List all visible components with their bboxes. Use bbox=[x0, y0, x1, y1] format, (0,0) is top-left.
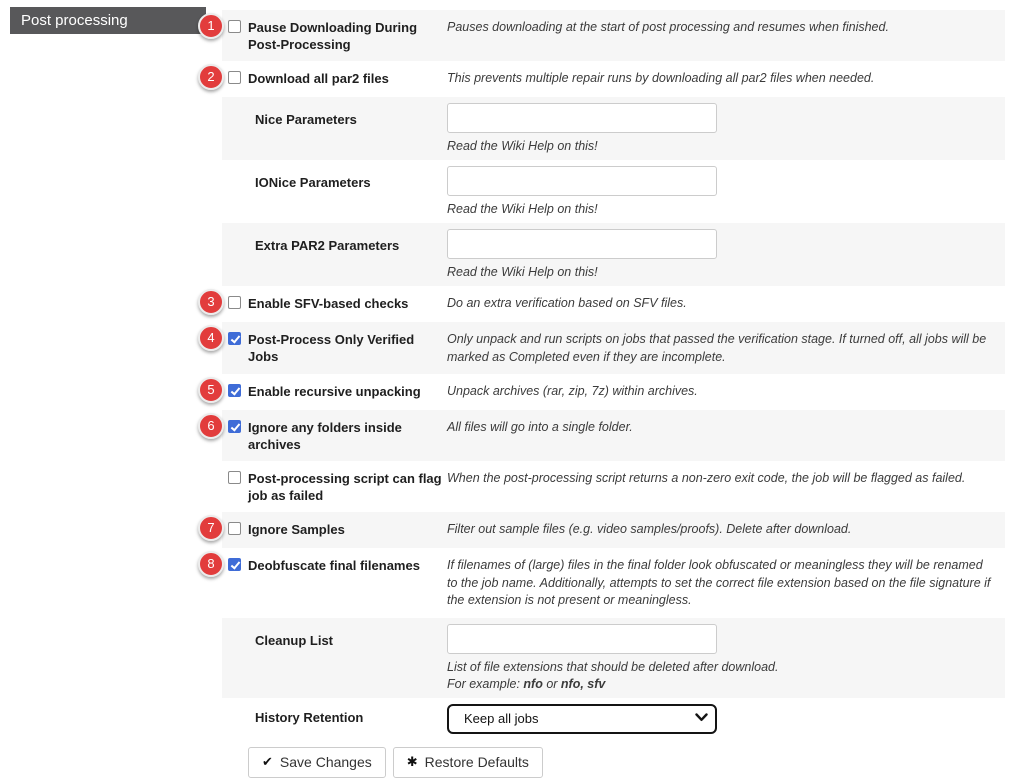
setting-row bbox=[207, 10, 1005, 61]
setting-row bbox=[207, 410, 1005, 461]
select-wrapper bbox=[447, 704, 717, 734]
setting-label: Download all par2 files bbox=[248, 71, 389, 86]
setting-row bbox=[222, 97, 1005, 160]
setting-description: When the post-processing script returns a non-zero exit code, the job will be flagged as failed. bbox=[447, 471, 966, 485]
setting-label: History Retention bbox=[255, 709, 364, 725]
setting-description: This prevents multiple repair runs by downloading all par2 files when needed. bbox=[447, 71, 875, 85]
checkbox-column bbox=[228, 330, 248, 350]
field-column bbox=[447, 624, 987, 692]
setting-row bbox=[222, 160, 1005, 223]
text-input-field[interactable] bbox=[447, 103, 717, 133]
setting-label: Ignore any folders inside archives bbox=[248, 420, 402, 452]
checkbox-column bbox=[228, 294, 248, 314]
unchecked-checkbox[interactable] bbox=[228, 522, 241, 535]
help-text-segment: Read the Wiki Help on this! bbox=[447, 202, 598, 216]
unchecked-checkbox[interactable] bbox=[228, 471, 241, 484]
setting-description: Filter out sample files (e.g. video samples/proofs). Delete after download. bbox=[447, 522, 852, 536]
setting-label: Deobfuscate final filenames bbox=[248, 558, 420, 573]
asterisk-icon: ✱ bbox=[406, 754, 418, 769]
field-column bbox=[447, 103, 987, 154]
help-text-segment: List of file extensions that should be deleted after download. bbox=[447, 659, 779, 674]
text-input-field[interactable] bbox=[447, 166, 717, 196]
history-retention-select[interactable] bbox=[447, 704, 717, 734]
checked-checkbox[interactable] bbox=[228, 420, 241, 433]
field-help-text bbox=[447, 201, 987, 217]
step-badge: 7 bbox=[198, 515, 224, 541]
step-badge: 8 bbox=[198, 551, 224, 577]
checkbox-column bbox=[228, 382, 248, 402]
help-text-segment: Read the Wiki Help on this! bbox=[447, 139, 598, 153]
setting-description: Only unpack and run scripts on jobs that passed the verification stage. If turned off, all jobs will be marked as Completed even if they are incomplete. bbox=[447, 332, 987, 364]
help-text-segment: or bbox=[542, 676, 561, 691]
text-input-field[interactable] bbox=[447, 229, 717, 259]
setting-label: Cleanup List bbox=[255, 632, 334, 648]
field-column bbox=[447, 166, 987, 217]
setting-description: Unpack archives (rar, zip, 7z) within archives. bbox=[447, 384, 698, 398]
setting-label: Enable SFV-based checks bbox=[248, 296, 409, 311]
setting-label: Pause Downloading During Post-Processing bbox=[248, 20, 418, 52]
step-badge: 5 bbox=[198, 377, 224, 403]
checked-checkbox[interactable] bbox=[228, 558, 241, 571]
help-text-segment: nfo bbox=[523, 676, 543, 691]
setting-row bbox=[207, 286, 1005, 322]
setting-label: Nice Parameters bbox=[255, 112, 357, 127]
step-badge: 3 bbox=[198, 289, 224, 315]
field-column bbox=[447, 701, 987, 734]
checkbox-column bbox=[228, 69, 248, 89]
unchecked-checkbox[interactable] bbox=[228, 296, 241, 309]
checkbox-column bbox=[228, 520, 248, 540]
setting-description: If filenames of (large) files in the final folder look obfuscated or meaningless they will be renamed to the job name. Additionally, attempts to set the correct file extension based on the file signature if the extension is not present or meaningless. bbox=[447, 558, 991, 607]
help-text-segment: nfo, sfv bbox=[560, 676, 606, 691]
field-help-text bbox=[447, 676, 987, 692]
setting-row bbox=[207, 322, 1005, 374]
checked-checkbox[interactable] bbox=[228, 332, 241, 345]
text-input-field[interactable] bbox=[447, 624, 717, 654]
help-text-segment: Read the Wiki Help on this! bbox=[447, 265, 598, 279]
setting-description: All files will go into a single folder. bbox=[447, 420, 633, 434]
setting-label: Ignore Samples bbox=[248, 522, 345, 537]
setting-label: Post-processing script can flag job as failed bbox=[248, 471, 442, 503]
field-help-text bbox=[447, 264, 987, 280]
field-help-text bbox=[447, 138, 987, 154]
setting-description: Pauses downloading at the start of post processing and resumes when finished. bbox=[447, 20, 889, 34]
save-changes-label: Save Changes bbox=[279, 754, 372, 770]
setting-row bbox=[207, 512, 1005, 548]
unchecked-checkbox[interactable] bbox=[228, 71, 241, 84]
setting-row bbox=[207, 548, 1005, 618]
checkbox-column bbox=[228, 556, 248, 576]
step-badge: 1 bbox=[198, 13, 224, 39]
setting-label: IONice Parameters bbox=[255, 175, 371, 190]
step-badge: 2 bbox=[198, 64, 224, 90]
setting-row bbox=[222, 618, 1005, 698]
check-icon: ✔ bbox=[262, 754, 273, 769]
setting-description: Do an extra verification based on SFV files. bbox=[447, 296, 687, 310]
restore-defaults-label: Restore Defaults bbox=[424, 754, 529, 770]
setting-row bbox=[207, 61, 1005, 97]
setting-label: Extra PAR2 Parameters bbox=[255, 238, 400, 253]
checked-checkbox[interactable] bbox=[228, 384, 241, 397]
setting-row bbox=[207, 374, 1005, 410]
field-help-text bbox=[447, 659, 987, 675]
setting-row bbox=[222, 461, 1005, 512]
checkbox-column bbox=[228, 18, 248, 38]
setting-row bbox=[222, 698, 1005, 737]
checkbox-column bbox=[228, 418, 248, 438]
unchecked-checkbox[interactable] bbox=[228, 20, 241, 33]
step-badge: 4 bbox=[198, 325, 224, 351]
settings-rows bbox=[207, 10, 1005, 778]
step-badge: 6 bbox=[198, 413, 224, 439]
page-title: Post processing bbox=[10, 7, 206, 34]
field-column bbox=[447, 229, 987, 280]
setting-label: Enable recursive unpacking bbox=[248, 384, 421, 399]
help-text-segment: For example: bbox=[447, 676, 524, 691]
setting-row bbox=[222, 223, 1005, 286]
checkbox-column bbox=[228, 469, 248, 489]
setting-label: Post-Process Only Verified Jobs bbox=[248, 332, 415, 364]
